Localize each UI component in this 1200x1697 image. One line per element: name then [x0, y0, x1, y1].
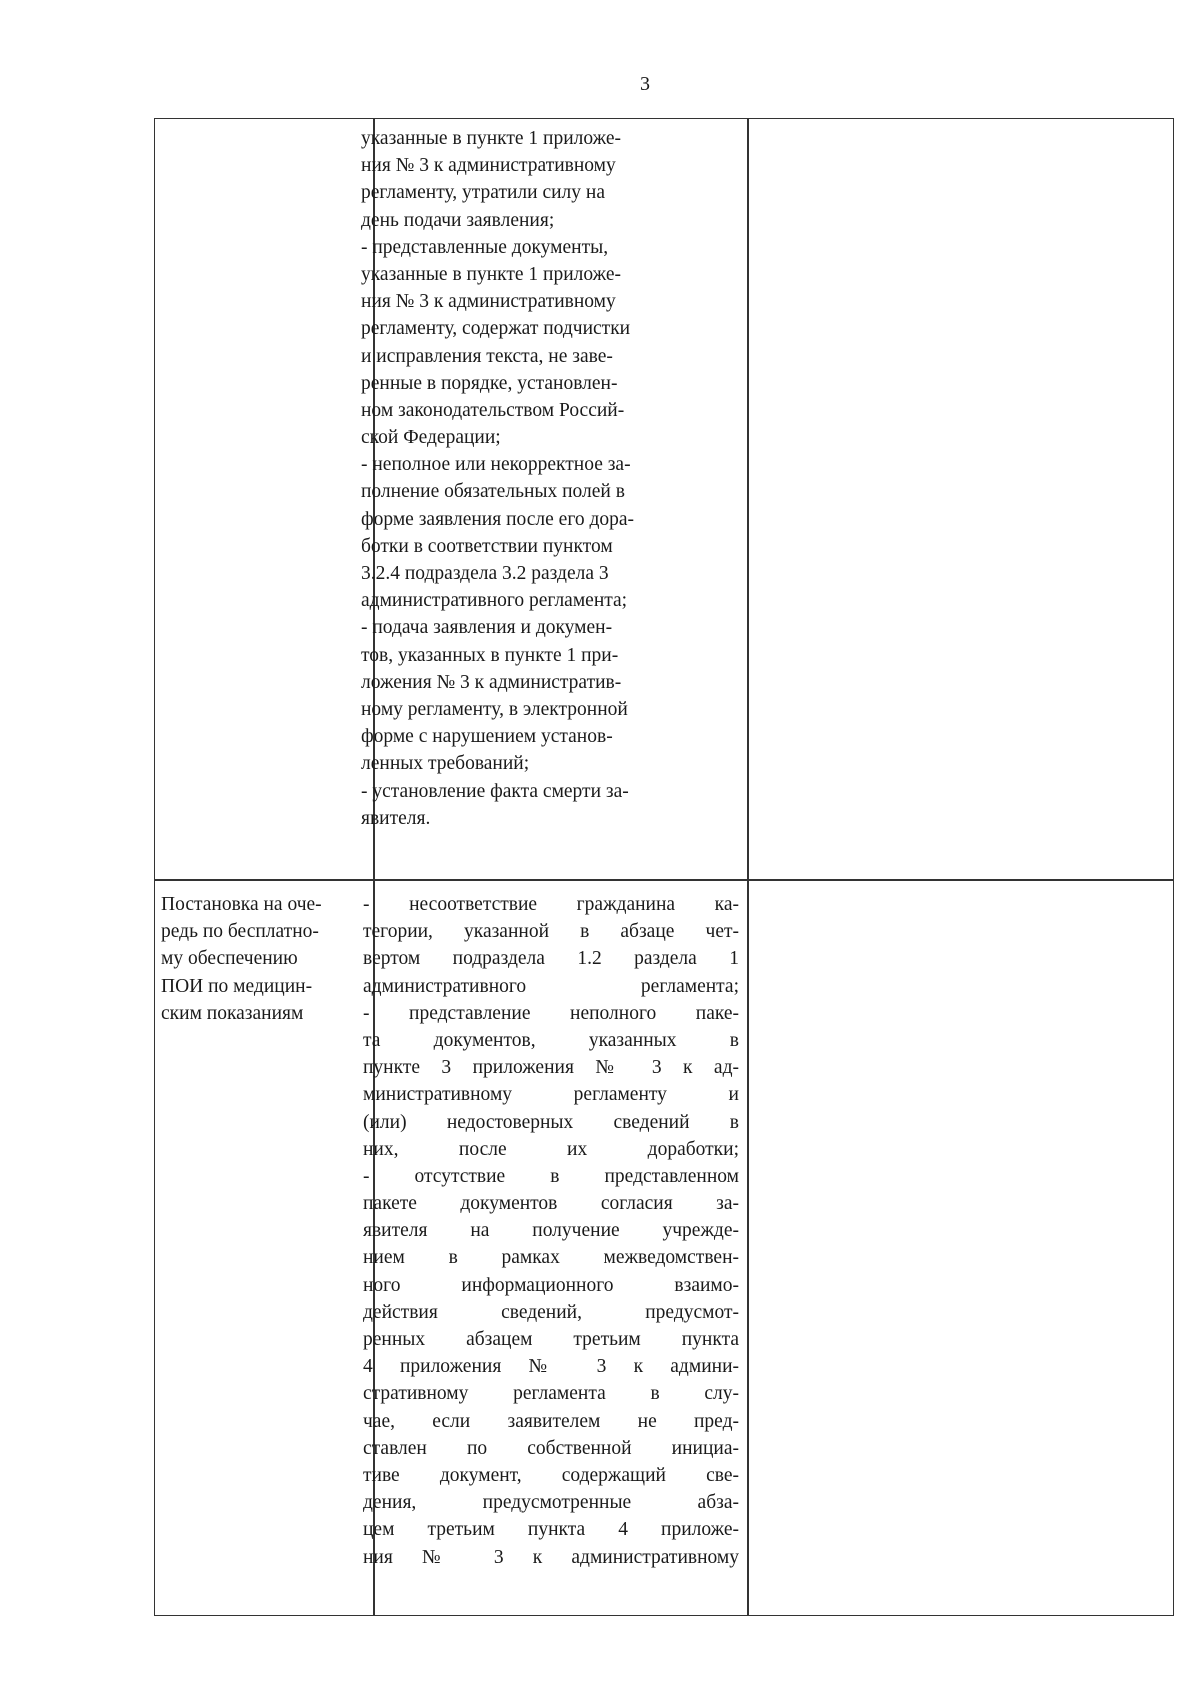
- text-line: му обеспечению: [161, 948, 298, 970]
- text-line: чае, если заявителем не пред-: [363, 1410, 739, 1432]
- text-line: ложения № 3 к административ-: [361, 671, 622, 693]
- text-line: 4 приложения № 3 к админи-: [363, 1356, 739, 1378]
- text-line: форме заявления после его дора-: [361, 508, 635, 530]
- text-line: регламенту, утратили силу на: [361, 182, 605, 204]
- text-line: явителя.: [361, 807, 431, 829]
- text-line: дения, предусмотренные абза-: [363, 1492, 739, 1514]
- text-line: ской Федерации;: [361, 427, 501, 449]
- text-line: - представленные документы,: [361, 236, 609, 258]
- text-line: ния № 3 к административному: [363, 1546, 739, 1568]
- text-line: - подача заявления и докумен-: [361, 617, 613, 639]
- text-line: министративному регламенту и: [363, 1084, 739, 1106]
- text-line: пункте 3 приложения № 3 к ад-: [363, 1057, 739, 1079]
- text-line: явителя на получение учрежде-: [363, 1220, 739, 1242]
- text-line: ПОИ по медицин-: [161, 975, 313, 997]
- text-line: Постановка на оче-: [161, 894, 322, 915]
- page-number: 3: [640, 73, 650, 95]
- text-line: нием в рамках межведомствен-: [363, 1247, 739, 1269]
- requirements-table: [154, 118, 1174, 1616]
- text-line: тегории, указанной в абзаце чет-: [363, 921, 739, 943]
- text-line: - установление факта смерти за-: [361, 780, 629, 802]
- column-divider-2: [747, 119, 749, 1615]
- text-line: тов, указанных в пункте 1 при-: [361, 644, 619, 666]
- text-line: день подачи заявления;: [361, 209, 555, 231]
- text-line: указанные в пункте 1 приложе-: [361, 263, 622, 285]
- text-line: пакете документов согласия за-: [363, 1193, 739, 1215]
- text-line: ном законодательством Россий-: [361, 399, 625, 421]
- text-line: - неполное или некорректное за-: [361, 454, 631, 476]
- text-line: них, после их доработки;: [363, 1138, 739, 1160]
- text-line: ленных требований;: [361, 753, 530, 775]
- text-line: ботки в соответствии пунктом: [361, 535, 613, 557]
- text-line: ренные в порядке, установлен-: [361, 372, 618, 394]
- text-line: ским показаниям: [161, 1002, 304, 1024]
- text-line: редь по бесплатно-: [161, 921, 319, 943]
- text-line: - представление неполного паке-: [363, 1002, 739, 1024]
- text-line: ния № 3 к административному: [361, 155, 616, 177]
- text-line: форме с нарушением установ-: [361, 726, 613, 748]
- text-line: и исправления текста, не заве-: [361, 345, 613, 367]
- text-line: - несоответствие гражданина ка-: [363, 894, 739, 915]
- text-line: ставлен по собственной инициа-: [363, 1437, 739, 1459]
- row2-service-cell: [161, 891, 366, 1027]
- text-line: та документов, указанных в: [363, 1029, 739, 1051]
- text-line: - отсутствие в представленном: [363, 1165, 739, 1187]
- text-line: цем третьим пункта 4 приложе-: [363, 1519, 739, 1541]
- text-line: (или) недостоверных сведений в: [363, 1111, 739, 1133]
- text-line: 3.2.4 подраздела 3.2 раздела 3: [361, 563, 609, 584]
- text-line: ния № 3 к административному: [361, 291, 616, 313]
- text-line: стративному регламента в слу-: [363, 1383, 739, 1405]
- text-line: тиве документ, содержащий све-: [363, 1464, 739, 1486]
- text-line: полнение обязательных полей в: [361, 481, 625, 503]
- text-line: административного регламента;: [363, 975, 739, 997]
- text-line: вертом подраздела 1.2 раздела 1: [363, 948, 739, 970]
- text-line: регламенту, содержат подчистки: [361, 318, 631, 340]
- text-line: ренных абзацем третьим пункта: [363, 1329, 739, 1350]
- text-line: административного регламента;: [361, 590, 628, 612]
- text-line: указанные в пункте 1 приложе-: [361, 128, 622, 149]
- row1-grounds-cell: [361, 125, 741, 832]
- row2-grounds-cell: [363, 891, 739, 1571]
- text-line: ного информационного взаимо-: [363, 1274, 739, 1296]
- text-line: действия сведений, предусмот-: [363, 1301, 739, 1323]
- text-line: ному регламенту, в электронной: [361, 698, 628, 720]
- row-divider: [155, 879, 1173, 881]
